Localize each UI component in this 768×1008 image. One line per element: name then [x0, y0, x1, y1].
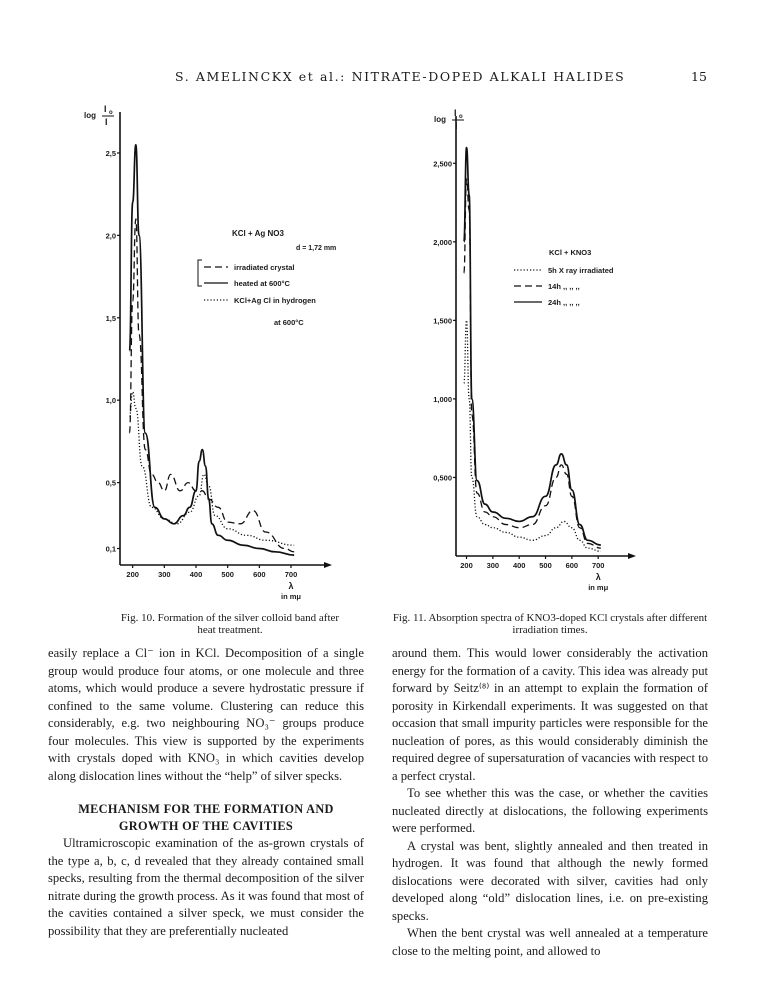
y-tick-label: 2,0	[105, 231, 116, 241]
x-tick-label: 400	[512, 561, 526, 570]
x-tick-label: 200	[126, 570, 139, 579]
y-tick-label: 0,500	[433, 473, 452, 483]
figure-10	[74, 90, 374, 610]
x-axis-label-unit: in mμ	[280, 592, 302, 601]
paragraph: easily replace a Cl⁻ ion in KCl. Decomposition of a single group would produce four atoms, or one molecule and three atoms, which would produce a severe hydrostatic pressure if confined to the same volume. Clustering can reduce this considerably, e.g. two neighbouring NO₃⁻ groups produce four molecules. This view is supported by the experiments with crystals doped with KNO₃ in which cavities develop along dislocation lines without the “help” of silver specks.	[48, 646, 364, 783]
x-tick-label: 300	[158, 570, 171, 579]
y-tick-label: 1,000	[433, 394, 452, 404]
figure-11	[414, 90, 714, 610]
y-axis-label-numerator: I	[104, 104, 107, 114]
legend-label: 14h ,, ,, ,,	[548, 282, 580, 291]
figure-10-chart	[74, 90, 374, 610]
legend-heading: KCl + KNO3	[549, 248, 592, 257]
paragraph: Ultramicroscopic examination of the as-grown crystals of the type a, b, c, d revealed that they already contained small specks, resulting from the thermal decomposition of the silver nitrate during the growth process. As it was found that most of the cavities contained a silver speck, we must consider the possibility that they are preferentially nucleated	[48, 836, 364, 938]
y-tick-label: 2,000	[433, 237, 452, 247]
right-column	[392, 645, 708, 960]
x-axis-label-lambda: λ	[288, 581, 294, 591]
x-tick-label: 400	[189, 570, 203, 579]
y-axis-label-numerator-sub: o	[109, 110, 113, 116]
section-heading: MECHANISM FOR THE FORMATION AND GROWTH OF THE CAVITIES	[78, 802, 334, 833]
legend-subheading: d = 1,72 mm	[296, 245, 337, 252]
x-axis-label-unit: in mμ	[588, 583, 609, 592]
figure-10-caption: Fig. 10. Formation of the silver colloid band after heat treatment.	[120, 612, 340, 636]
y-tick-label: 0,1	[105, 544, 116, 554]
y-tick-label: 1,0	[105, 396, 116, 406]
x-axis-label-lambda: λ	[595, 572, 601, 582]
x-tick-label: 200	[460, 561, 473, 570]
y-axis-label-numerator: I	[454, 108, 457, 118]
running-head	[0, 69, 768, 89]
series-line	[130, 145, 295, 555]
legend-label: heated at 600°C	[234, 279, 290, 288]
paragraph: To see whether this was the case, or whether the cavities nucleated directly at dislocations, the following experiments were performed.	[392, 786, 708, 835]
x-tick-label: 700	[284, 570, 298, 579]
y-tick-label: 2,500	[433, 159, 452, 169]
y-axis-label: log	[84, 111, 96, 120]
series-line	[464, 148, 601, 545]
y-tick-label: 1,500	[433, 316, 452, 326]
y-axis-label-denominator: I	[455, 121, 458, 131]
y-tick-label: 2,5	[105, 148, 116, 158]
x-tick-label: 700	[591, 561, 605, 570]
page-number: 15	[691, 69, 707, 84]
paragraph: A crystal was bent, slightly annealed and then treated in hydrogen. It was found that although the newly formed dislocations were decorated with silver, cavities had only developed along “old” dislocation lines, i.e. on pre-existing specks.	[392, 838, 708, 923]
x-tick-label: 500	[539, 561, 552, 570]
paragraph: around them. This would lower considerably the activation energy for the formation of a cavity. This idea was already put forward by Seitz⁽⁸⁾ in an attempt to explain the formation of porosity in Kirkendall experiments. It was suggested on that occasion that small impurity particles were responsible for the nucleation of pores, as this would considerably diminish the required degree of supersaturation of vacancies with respect to a perfect crystal.	[392, 646, 708, 783]
x-tick-label: 600	[253, 570, 266, 579]
y-tick-label: 0,5	[105, 478, 116, 488]
x-axis-arrow	[324, 562, 332, 568]
y-axis-label-numerator-sub: o	[459, 114, 463, 120]
legend-bracket	[198, 260, 202, 286]
y-axis-label-denominator: I	[105, 117, 108, 127]
y-axis-label: log	[434, 115, 446, 124]
x-tick-label: 600	[565, 561, 579, 570]
legend-label: 5h X ray irradiated	[548, 266, 614, 275]
x-tick-label: 500	[221, 570, 234, 579]
legend-label: irradiated crystal	[234, 263, 295, 272]
legend-label: at 600°C	[274, 318, 304, 327]
figure-11-chart	[414, 90, 714, 610]
running-title: S. AMELINCKX et al.: NITRATE-DOPED ALKALI HALIDES	[175, 69, 626, 84]
x-tick-label: 300	[486, 561, 500, 570]
paragraph: When the bent crystal was well annealed at a temperature close to the melting point, and allowed to	[392, 926, 708, 958]
figure-11-caption: Fig. 11. Absorption spectra of KNO3-doped KCl crystals after different irradiation times.	[392, 612, 708, 636]
x-axis-arrow	[628, 553, 636, 559]
legend-label: 24h ,, ,, ,,	[548, 298, 580, 307]
legend-heading: KCl + Ag NO3	[232, 229, 284, 238]
legend-label: KCl+Ag Cl in hydrogen	[234, 296, 316, 305]
series-line	[464, 179, 601, 548]
left-column	[48, 645, 364, 940]
y-tick-label: 1,5	[105, 313, 116, 323]
